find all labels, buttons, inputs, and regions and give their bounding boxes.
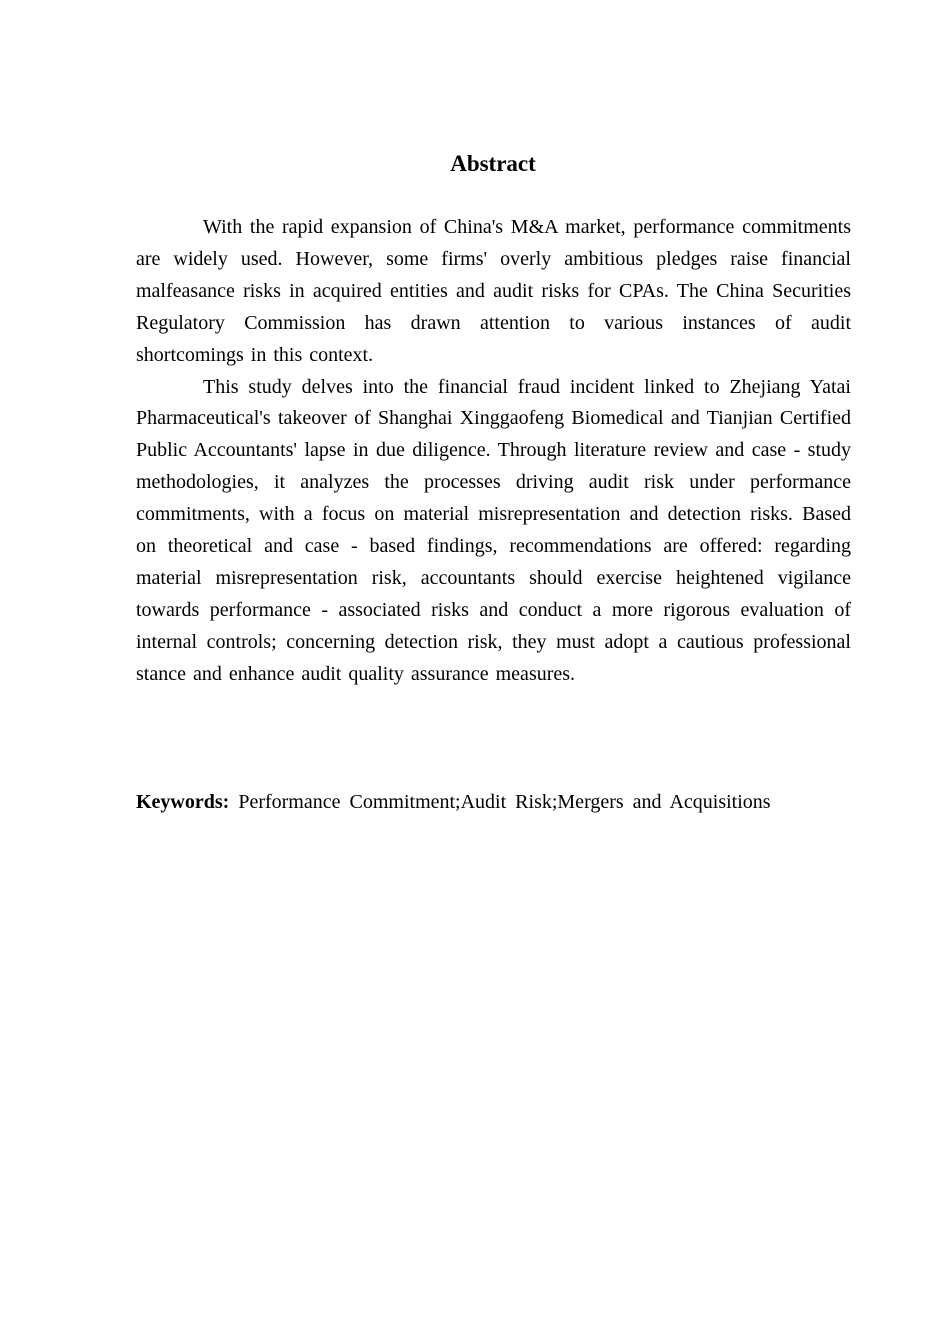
abstract-paragraph-1: With the rapid expansion of China's M&A market, performance commitments are widely used. However, some firms' overly ambitious pledges raise financial malfeasance risks in acquired entities and audit risks for CPAs. The China Securities Regulatory Commission has drawn attention to various instances of audit shortcomings in this context. xyxy=(136,216,851,366)
keywords-value: Performance Commitment;Audit Risk;Mergers and Acquisitions xyxy=(238,791,771,813)
abstract-paragraph-2: This study delves into the financial fraud incident linked to Zhejiang Yatai Pharmaceutical's takeover of Shanghai Xinggaofeng Biomedical and Tianjian Certified Public Accountants' lapse in due diligence. Through literature review and case - study methodologies, it analyzes the processes driving audit risk under performance commitments, with a focus on material misrepresentation and detection risks. Based on theoretical and case - based findings, recommendations are offered: regarding material misrepresentation risk, accountants should exercise heightened vigilance towards performance - associated risks and conduct a more rigorous evaluation of internal controls; concerning detection risk, they must adopt a cautious professional stance and enhance audit quality assurance measures. xyxy=(136,375,851,685)
abstract-body xyxy=(136,212,851,691)
keywords-line xyxy=(136,786,876,818)
abstract-title: Abstract xyxy=(450,151,536,176)
keywords-label: Keywords: xyxy=(136,791,230,813)
